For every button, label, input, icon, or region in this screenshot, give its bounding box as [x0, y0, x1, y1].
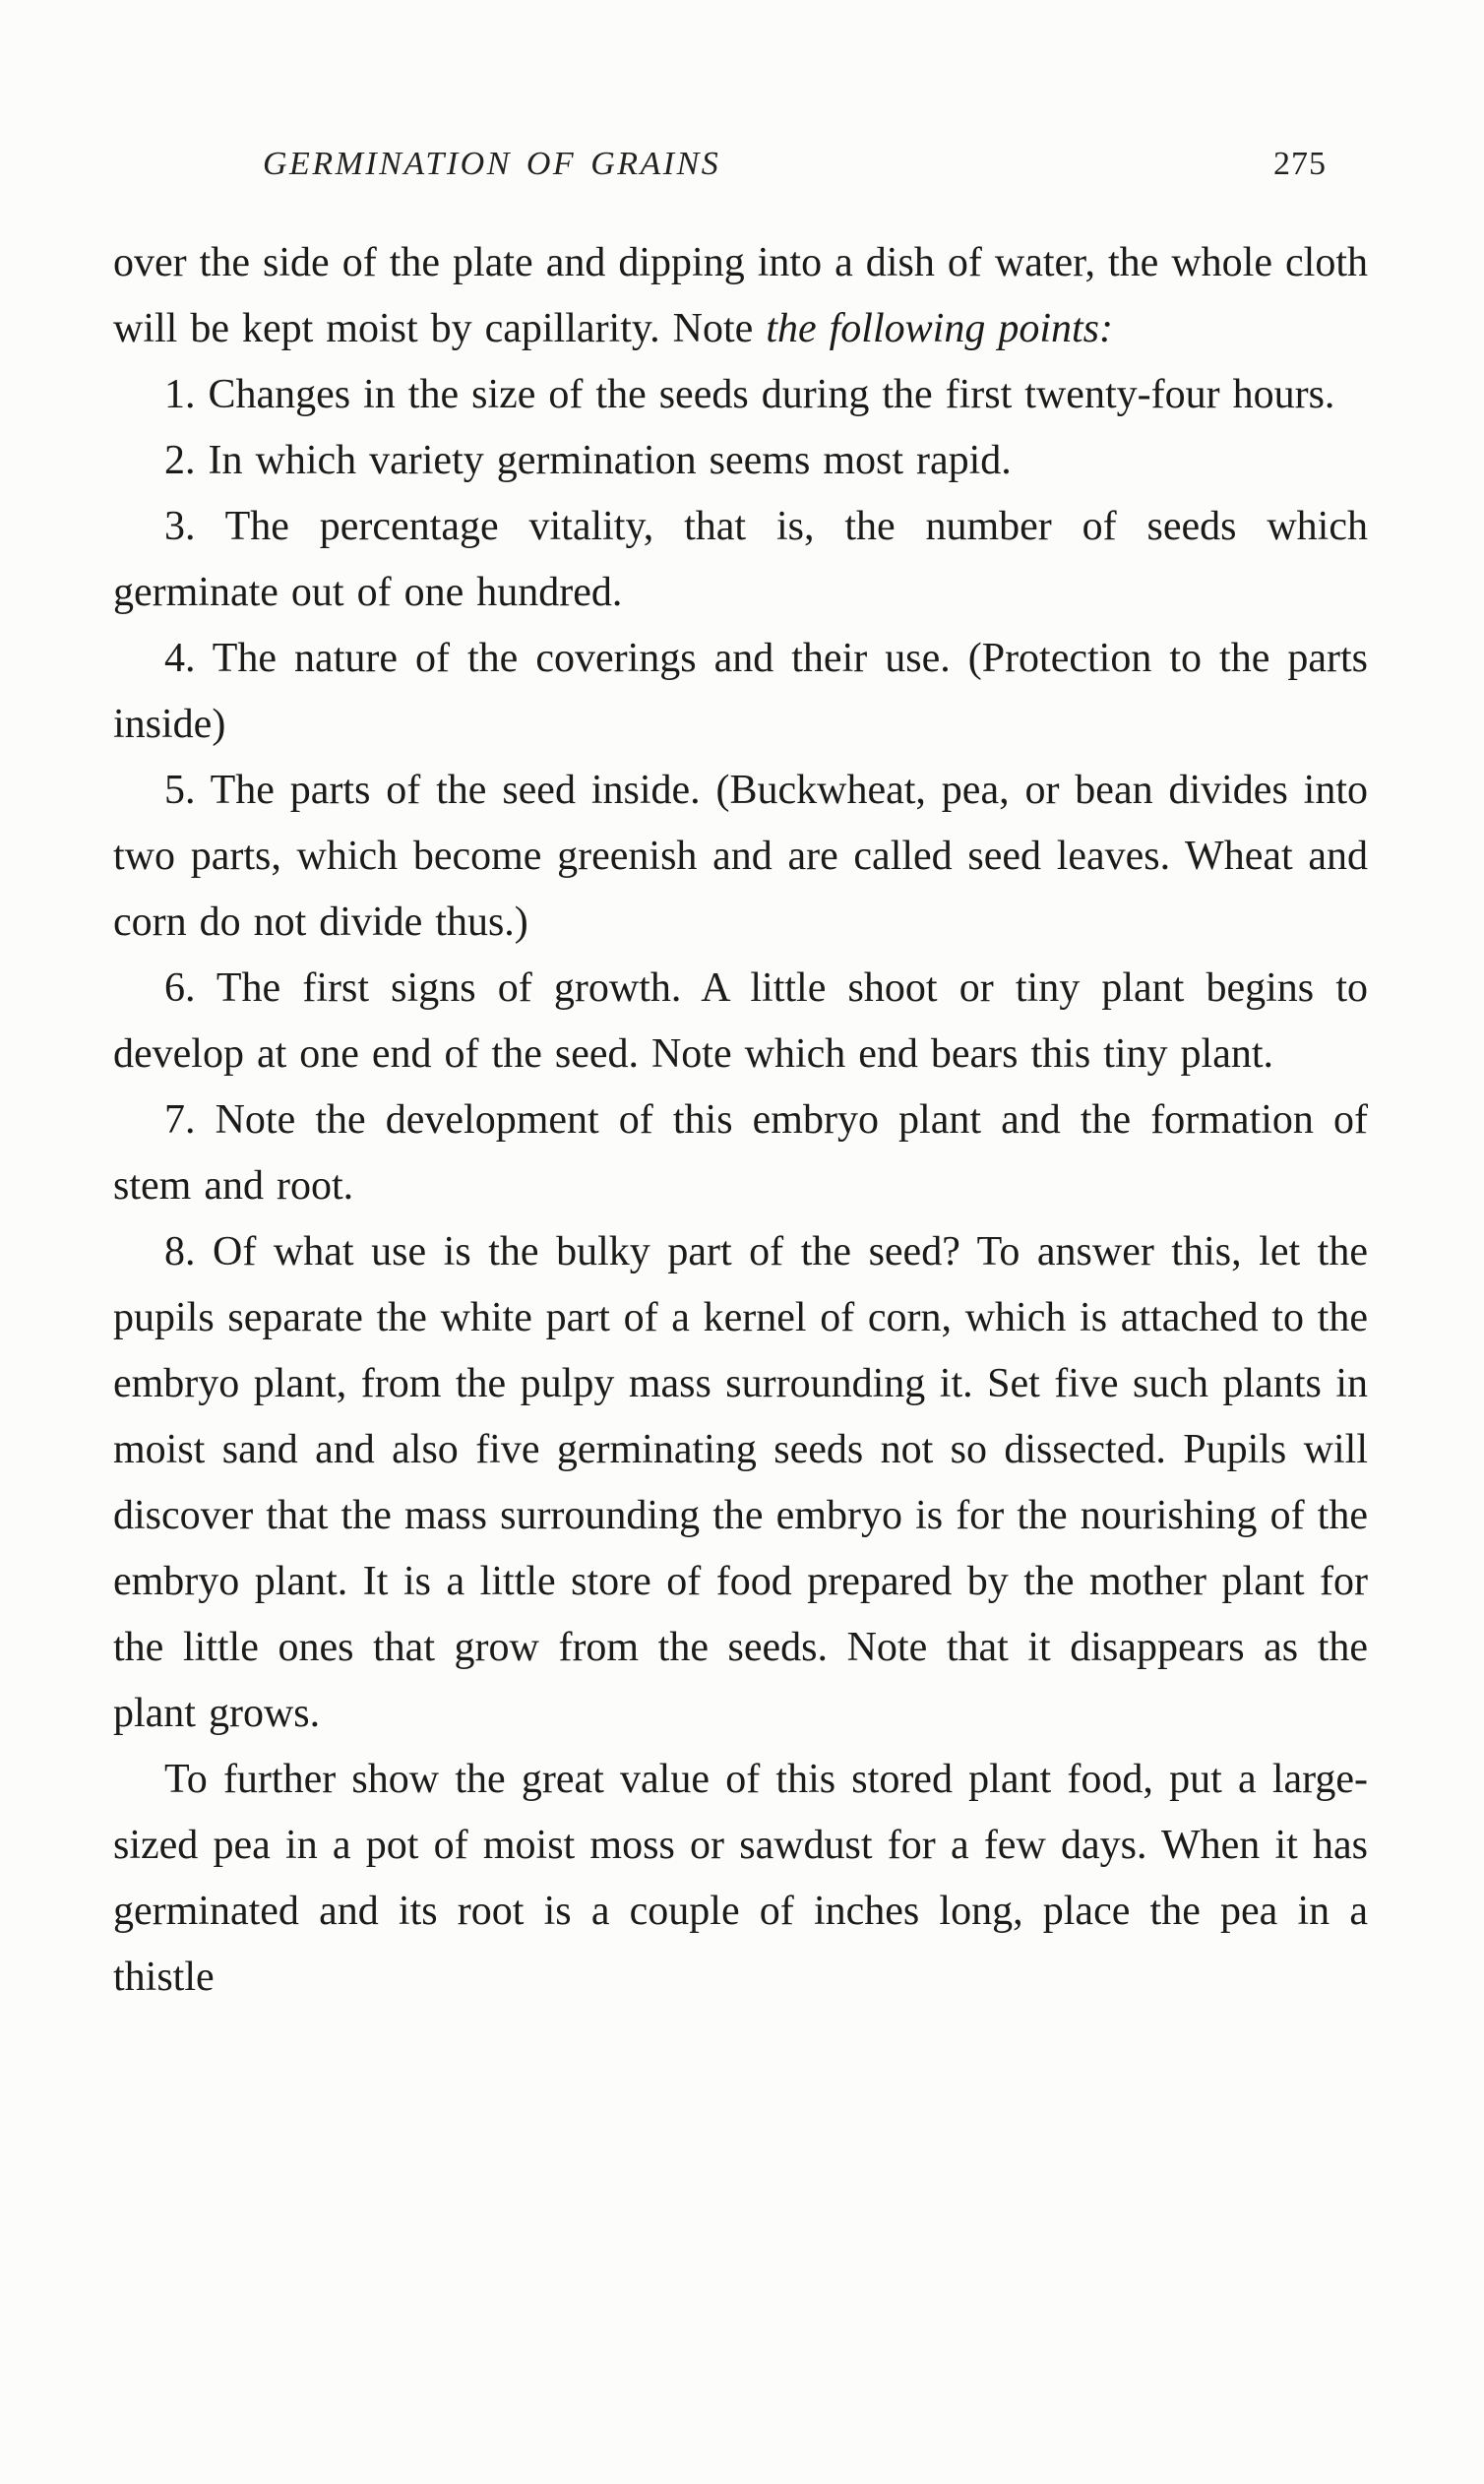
paragraph	[113, 1747, 1368, 2011]
body-text: 8. Of what use is the bulky part of the seed? To answer this, let the pupils separate the white part of a kernel of corn, which is attached to the embryo plant, from the pulpy mass surrounding it. Set five such plants in moist sand and also five germinating seeds not so dissected. Pupils will discover that the mass surrounding the embryo is for the nourishing of the embryo plant. It is a little store of food prepared by the mother plant for the little ones that grow from the seeds. Note that it disappears as the plant grows.	[113, 1229, 1368, 1736]
paragraph	[113, 1087, 1368, 1219]
page-body	[113, 230, 1368, 2011]
paragraph	[113, 362, 1368, 428]
paragraph	[113, 428, 1368, 494]
body-text: 5. The parts of the seed inside. (Buckwheat, pea, or bean divides into two parts, which become greenish and are called seed leaves. Wheat and corn do not divide thus.)	[113, 768, 1368, 945]
italic-text: the following points:	[766, 306, 1113, 351]
body-text: 4. The nature of the coverings and their use. (Protection to the parts inside)	[113, 636, 1368, 747]
paragraph	[113, 1219, 1368, 1747]
paragraph	[113, 758, 1368, 956]
paragraph	[113, 230, 1368, 362]
body-text: 1. Changes in the size of the seeds during the first twenty-four hours.	[164, 372, 1335, 417]
paragraph	[113, 626, 1368, 758]
body-text: 6. The first signs of growth. A little shoot or tiny plant begins to develop at one end of the seed. Note which end bears this tiny plant.	[113, 965, 1368, 1077]
page-header	[113, 146, 1368, 183]
page-number: 275	[1273, 146, 1327, 182]
running-title: GERMINATION OF GRAINS	[263, 146, 721, 182]
body-text: To further show the great value of this stored plant food, put a large-sized pea in a pot of moist moss or sawdust for a few days. When it has germinated and its root is a couple of inches long, place the pea in a thistle	[113, 1757, 1368, 2000]
body-text: 2. In which variety germination seems most rapid.	[164, 438, 1012, 483]
body-text: 7. Note the development of this embryo plant and the formation of stem and root.	[113, 1097, 1368, 1209]
paragraph	[113, 494, 1368, 626]
body-text: 3. The percentage vitality, that is, the number of seeds which germinate out of one hundred.	[113, 504, 1368, 615]
body-text: over the side of the plate and dipping into a dish of water, the whole cloth will be kept moist by capillarity. Note	[113, 240, 1368, 351]
paragraph	[113, 956, 1368, 1087]
